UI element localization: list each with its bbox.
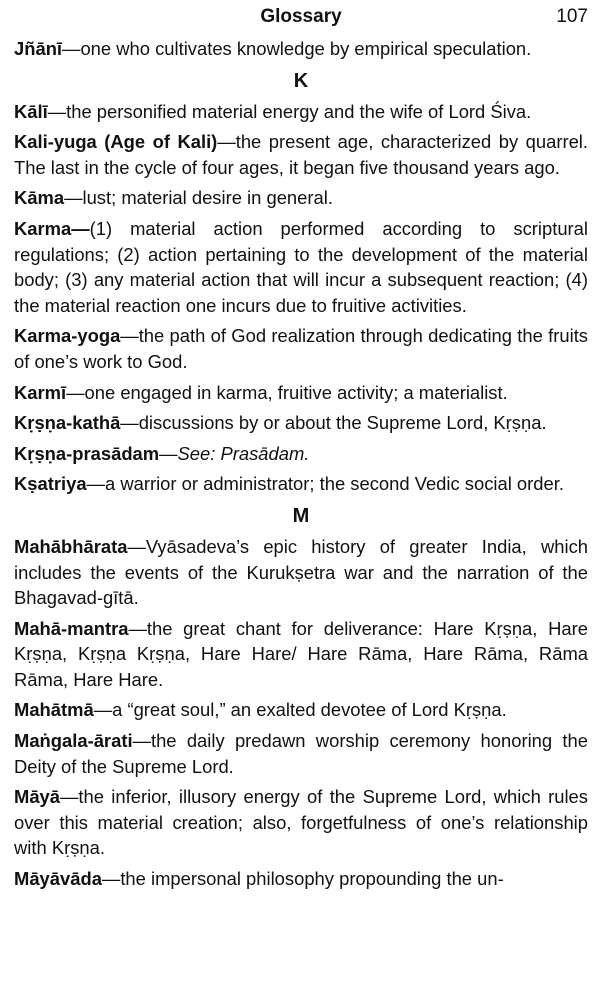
glossary-entry bbox=[14, 380, 588, 406]
glossary-entry bbox=[14, 441, 588, 467]
entry-definition: —the present age, characterized by quarrel. The last in the cycle of four ages, it began five thousand years ago. bbox=[14, 131, 588, 178]
entry-term: Kālī bbox=[14, 100, 48, 122]
entry-term: Karma— bbox=[14, 217, 90, 239]
page-number: 107 bbox=[556, 6, 588, 27]
entry-term: Mahābhārata bbox=[14, 535, 128, 557]
page-header bbox=[14, 0, 588, 36]
glossary-entry bbox=[14, 784, 588, 861]
entry-term: Kāma bbox=[14, 187, 65, 209]
entry-definition: —a “great soul,” an exalted devotee of Lord Kṛṣṇa. bbox=[93, 699, 507, 721]
entry-term: Mahātmā bbox=[14, 699, 94, 721]
entry-term: Mahā-mantra bbox=[14, 617, 129, 639]
entry-definition: —the daily predawn worship ceremony honoring the Deity of the Supreme Lord. bbox=[14, 730, 588, 777]
entry-definition: —the impersonal philosophy propounding the un- bbox=[101, 868, 504, 890]
entry-definition: —the path of God realization through dedicating the fruits of one’s work to God. bbox=[14, 325, 588, 372]
entry-definition: —the personified material energy and the wife of Lord Śiva. bbox=[47, 100, 532, 122]
section-letter-k: K bbox=[293, 69, 309, 92]
glossary-entry bbox=[14, 534, 588, 611]
glossary-entry bbox=[14, 697, 588, 723]
glossary-entry bbox=[14, 129, 588, 180]
glossary-entry bbox=[14, 185, 588, 211]
entry-definition: (1) material action performed according to scriptural regulations; (2) action pertaining to the development of the material body; (3) any material action that will incur a subsequent reaction; (4) the material reaction one incurs due to fruitive activities. bbox=[14, 217, 588, 316]
glossary-entry bbox=[14, 410, 588, 436]
glossary-entry bbox=[14, 99, 588, 125]
glossary-entry bbox=[14, 616, 588, 693]
entry-definition: —Vyāsadeva’s epic history of greater India, which includes the events of the Kurukṣetra war and the narration of the Bhagavad-gītā. bbox=[14, 535, 588, 609]
entry-definition: —the great chant for deliverance: Hare Kṛṣṇa, Hare Kṛṣṇa, Kṛṣṇa Kṛṣṇa, Hare Hare/ Hare Rāma, Hare Rāma, Rāma Rāma, Hare Hare. bbox=[14, 617, 588, 690]
running-title: Glossary bbox=[260, 6, 342, 27]
entry-definition: —lust; material desire in general. bbox=[64, 187, 333, 209]
entry-term: Karma-yoga bbox=[14, 325, 121, 347]
entry-definition: —the inferior, illusory energy of the Supreme Lord, which rules over this material creation; also, forgetfulness of one’s relationship with Kṛṣṇa. bbox=[14, 786, 588, 859]
entry-term: Karmī bbox=[14, 381, 67, 403]
glossary-entry bbox=[14, 216, 588, 318]
entry-definition: —discussions by or about the Supreme Lord, Kṛṣṇa. bbox=[120, 412, 547, 434]
entry-term: Kṣatriya bbox=[14, 473, 87, 495]
glossary-entry bbox=[14, 323, 588, 374]
glossary-entry bbox=[14, 36, 588, 62]
glossary-page bbox=[14, 0, 588, 897]
glossary-entry bbox=[14, 728, 588, 779]
entry-term: Kṛṣṇa-prasādam bbox=[14, 442, 160, 464]
entry-term: Maṅgala-ārati bbox=[14, 730, 133, 752]
entry-term: Kali-yuga (Age of Kali) bbox=[14, 131, 218, 153]
entry-term: Māyāvāda bbox=[14, 868, 102, 890]
entry-term: Jñānī bbox=[14, 38, 63, 59]
entry-definition: —See: Prasādam. bbox=[159, 442, 310, 464]
entry-definition: —one who cultivates knowledge by empirical speculation. bbox=[62, 38, 532, 59]
section-letter-m: M bbox=[292, 504, 310, 527]
entry-term: Māyā bbox=[14, 786, 61, 808]
entry-definition: —a warrior or administrator; the second Vedic social order. bbox=[86, 473, 564, 495]
glossary-entry bbox=[14, 866, 588, 892]
entry-definition: —one engaged in karma, fruitive activity; a materialist. bbox=[66, 381, 508, 403]
entry-term: Kṛṣṇa-kathā bbox=[14, 412, 121, 434]
glossary-entry bbox=[14, 471, 588, 497]
